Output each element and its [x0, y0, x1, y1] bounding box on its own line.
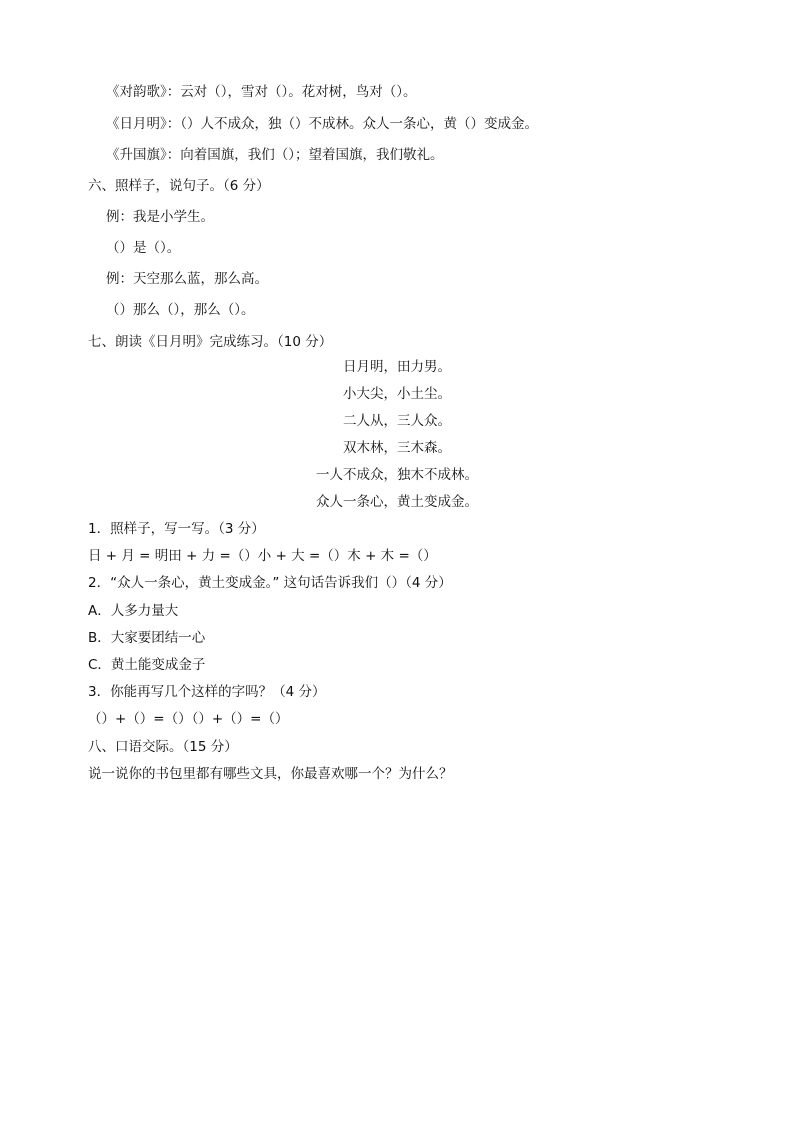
poem-line: 二人从，三人众。 — [343, 413, 451, 429]
poem-line: 双木林，三木森。 — [343, 440, 451, 456]
section-6-fill-1: （）是（）。 — [106, 240, 181, 256]
section-8-heading: 八、口语交际。（15 分） — [88, 739, 238, 755]
poem-line: 小大尖，小土尘。 — [343, 386, 451, 402]
option-a: A．人多力量大 — [88, 603, 179, 619]
section-6-heading: 六、照样子，说句子。（6 分） — [88, 178, 270, 194]
question-3: 3．你能再写几个这样的字吗？（4 分） — [88, 684, 326, 700]
poem-fill-shengguoqi: 《升国旗》：向着国旗，我们（）；望着国旗，我们敬礼。 — [106, 147, 444, 163]
question-1-exercise: 日 + 月 = 明田 + 力 =（）小 + 大 =（）木 + 木 =（） — [88, 548, 437, 564]
poem-fill-riyueming: 《日月明》：（）人不成众，独（）不成林。众人一条心，黄（）变成金。 — [106, 116, 538, 132]
question-2: 2．“众人一条心，黄土变成金。” 这句话告诉我们（）（4 分） — [88, 575, 452, 591]
section-8-prompt: 说一说你的书包里都有哪些文具，你最喜欢哪一个？为什么？ — [88, 766, 453, 782]
poem-fill-duiyunge: 《对韵歌》：云对（），雪对（）。花对树，鸟对（）。 — [106, 84, 417, 100]
section-7-heading: 七、朗读《日月明》完成练习。（10 分） — [88, 334, 333, 350]
section-6-example-1: 例：我是小学生。 — [106, 209, 214, 225]
poem-line: 众人一条心，黄土变成金。 — [316, 494, 478, 510]
question-1: 1．照样子，写一写。（3 分） — [88, 521, 265, 537]
poem-line: 日月明，田力男。 — [343, 359, 451, 375]
option-b: B．大家要团结一心 — [88, 630, 206, 646]
section-6-example-2: 例：天空那么蓝，那么高。 — [106, 271, 268, 287]
section-6-fill-2: （）那么（），那么（）。 — [106, 302, 255, 318]
poem-line: 一人不成众，独木不成林。 — [316, 467, 478, 483]
question-3-exercise: （）+（）=（）（）+（）=（） — [88, 711, 289, 727]
option-c: C．黄土能变成金子 — [88, 657, 206, 673]
